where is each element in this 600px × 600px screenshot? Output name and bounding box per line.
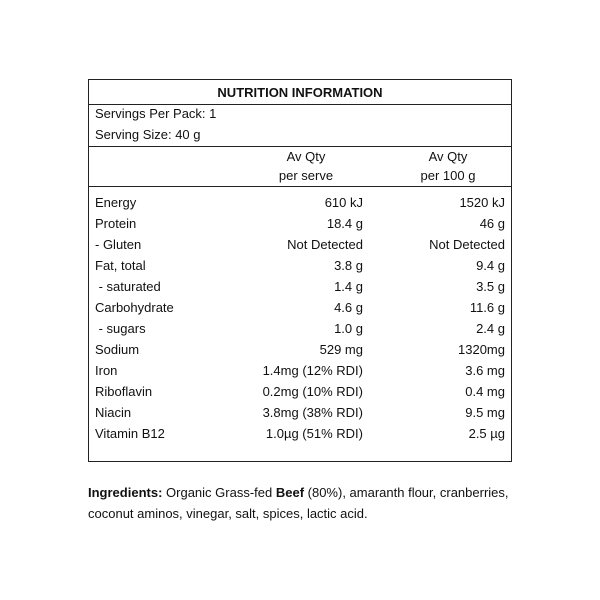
row-per-100g: 9.5 mg xyxy=(465,405,505,420)
table-row xyxy=(89,297,511,318)
table-row xyxy=(89,381,511,402)
row-per-serve: 529 mg xyxy=(319,342,363,357)
ingredients-text-before: Organic Grass-fed xyxy=(162,485,276,500)
row-per-100g: 2.5 µg xyxy=(468,426,505,441)
row-label: Sodium xyxy=(95,342,140,357)
table-row xyxy=(89,192,511,213)
row-label: Carbohydrate xyxy=(95,300,174,315)
row-per-serve: 4.6 g xyxy=(334,300,363,315)
row-label: Iron xyxy=(95,363,118,378)
row-per-serve: 3.8 g xyxy=(334,258,363,273)
table-row xyxy=(89,423,511,444)
col-header-per-serve-line2: per serve xyxy=(278,168,334,183)
row-label: Riboflavin xyxy=(95,384,153,399)
row-per-100g: 1520 kJ xyxy=(459,195,505,210)
ingredients-bold-word: Beef xyxy=(275,485,305,500)
row-per-serve: 610 kJ xyxy=(324,195,363,210)
servings-per-pack: Servings Per Pack: 1 xyxy=(95,106,217,121)
table-row xyxy=(89,402,511,423)
table-row xyxy=(89,276,511,297)
row-per-100g: 3.6 mg xyxy=(465,363,505,378)
ingredients-text-after: (80%), amaranth flour, cranberries, coconut aminos, vinegar, salt, spices, lactic acid. xyxy=(88,485,509,521)
row-per-100g: Not Detected xyxy=(429,237,505,252)
row-per-serve: 1.0µg (51% RDI) xyxy=(265,426,363,441)
row-per-100g: 9.4 g xyxy=(476,258,505,273)
row-label: Energy xyxy=(95,195,137,210)
table-row xyxy=(89,318,511,339)
row-label: Vitamin B12 xyxy=(95,426,165,441)
row-label: Niacin xyxy=(95,405,132,420)
serving-size: Serving Size: 40 g xyxy=(95,127,201,142)
row-per-100g: 11.6 g xyxy=(469,300,505,315)
panel-title: NUTRITION INFORMATION xyxy=(217,85,383,100)
table-row xyxy=(89,213,511,234)
table-row xyxy=(89,255,511,276)
row-per-100g: 2.4 g xyxy=(476,321,505,336)
row-per-serve: 3.8mg (38% RDI) xyxy=(262,405,363,420)
row-per-serve: 0.2mg (10% RDI) xyxy=(262,384,363,399)
row-per-serve: 1.4 g xyxy=(334,279,363,294)
row-per-100g: 46 g xyxy=(479,216,505,231)
row-per-serve: 18.4 g xyxy=(326,216,363,231)
row-label: Protein xyxy=(95,216,137,231)
col-header-per-serve-line1: Av Qty xyxy=(286,149,326,164)
col-header-per-100g-line2: per 100 g xyxy=(420,168,476,183)
row-per-serve: 1.0 g xyxy=(334,321,363,336)
row-per-serve: Not Detected xyxy=(287,237,363,252)
row-label: Fat, total xyxy=(95,258,146,273)
row-label: - saturated xyxy=(95,279,161,294)
row-label: - Gluten xyxy=(95,237,142,252)
ingredients-text xyxy=(88,482,518,524)
table-row xyxy=(89,234,511,255)
row-label: - sugars xyxy=(95,321,146,336)
body-divider xyxy=(89,186,511,187)
table-row xyxy=(89,339,511,360)
row-per-100g: 1320mg xyxy=(458,342,505,357)
col-header-per-100g-line1: Av Qty xyxy=(428,149,468,164)
row-per-100g: 0.4 mg xyxy=(465,384,505,399)
header-divider xyxy=(89,146,511,147)
nutrient-rows xyxy=(89,192,511,444)
ingredients-heading: Ingredients: xyxy=(88,485,163,500)
table-row xyxy=(89,360,511,381)
row-per-serve: 1.4mg (12% RDI) xyxy=(262,363,363,378)
nutrition-panel xyxy=(88,79,512,462)
row-per-100g: 3.5 g xyxy=(476,279,505,294)
